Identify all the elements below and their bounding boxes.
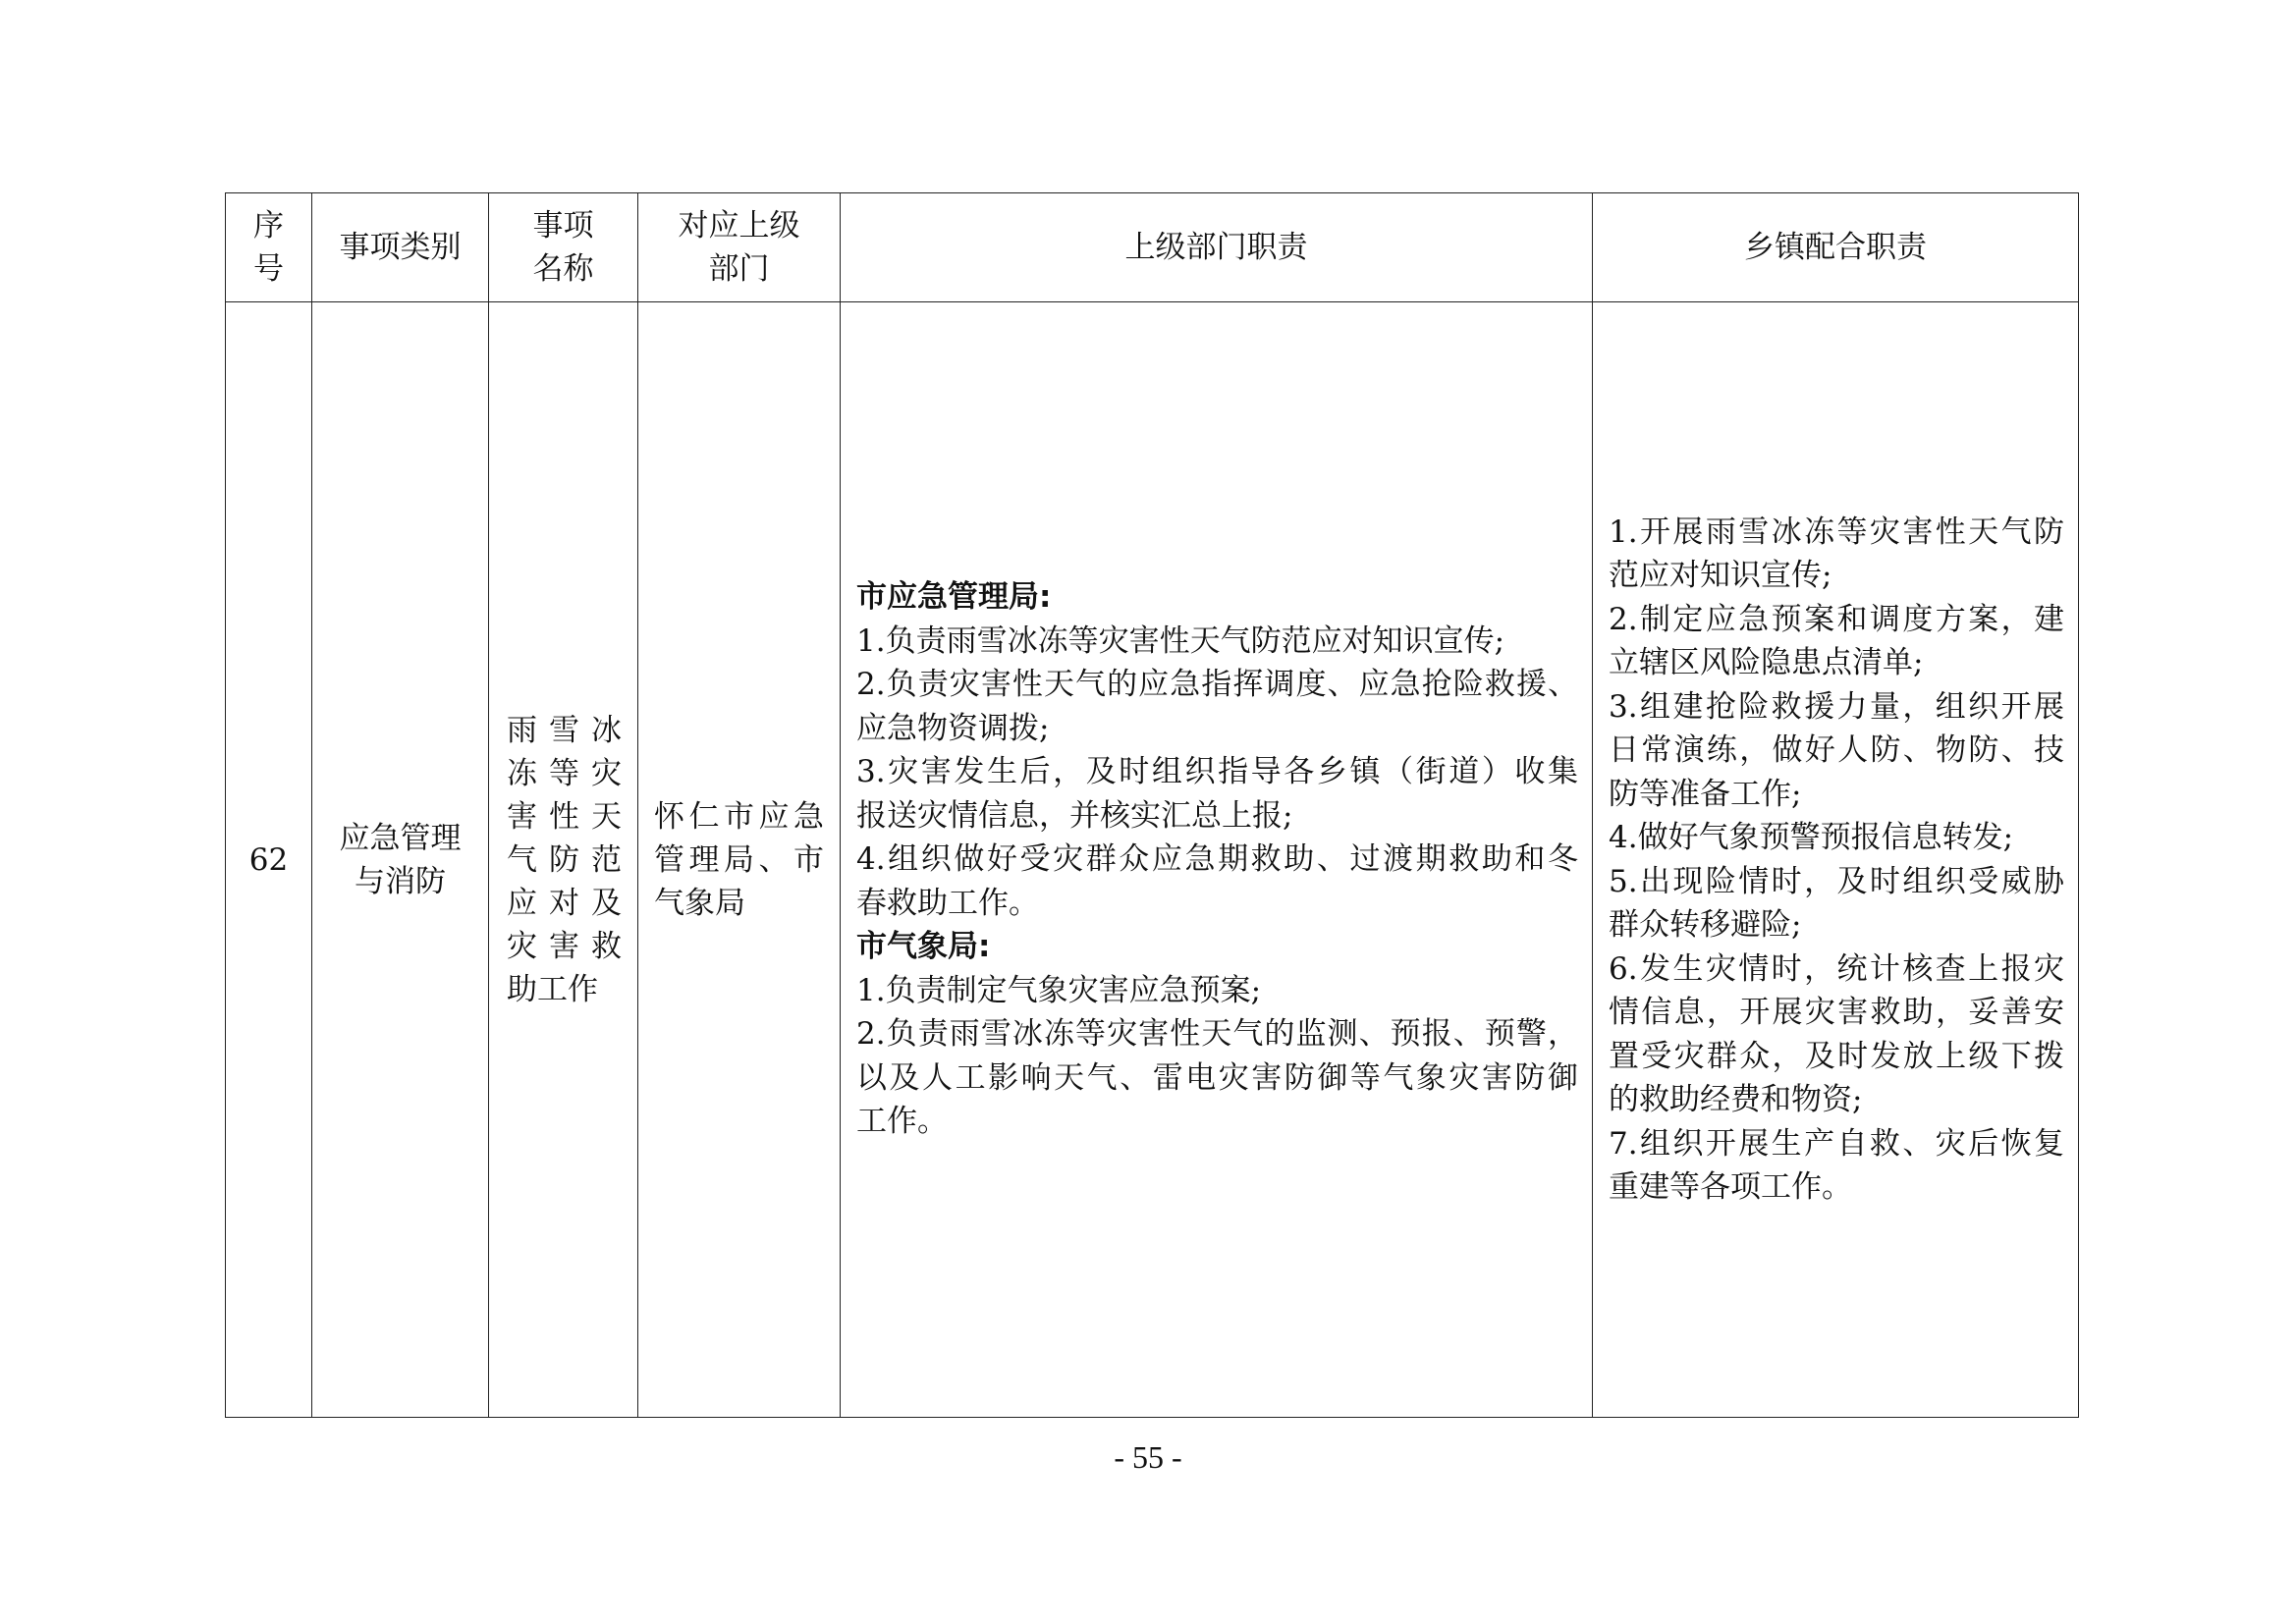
header-category: 事项类别 (312, 193, 489, 302)
category-line1: 应急管理 (339, 820, 462, 856)
org1-line: 3.灾害发生后，及时组织指导各乡镇（街道）收集 (856, 754, 1578, 790)
responsibility-table (225, 192, 2079, 1418)
org1-line: 应急物资调拨; (856, 710, 1050, 746)
org2-line: 2.负责雨雪冰冻等灾害性天气的监测、预报、预警， (856, 1016, 1578, 1053)
item-name-line: 灾害救 (507, 928, 622, 964)
cell-dept (638, 302, 841, 1418)
org2-line: 1.负责制定气象灾害应急预案; (856, 972, 1262, 1008)
dept-line: 气象局 (654, 885, 745, 921)
item-name-line: 雨雪冰 (507, 712, 622, 748)
org1-line: 1.负责雨雪冰冻等灾害性天气防范应对知识宣传; (856, 622, 1505, 659)
town-duty-line: 立辖区风险隐患点清单; (1609, 645, 1924, 680)
cell-seq (226, 302, 312, 1418)
town-duty-line: 1.开展雨雪冰冻等灾害性天气防 (1609, 514, 2064, 550)
header-seq-line1: 序 (253, 208, 284, 243)
town-duty-line: 日常演练，做好人防、物防、技 (1609, 732, 2064, 768)
org1-line: 报送灾情信息，并核实汇总上报; (856, 797, 1293, 834)
town-duty-line: 重建等各项工作。 (1609, 1169, 1852, 1205)
header-row (226, 193, 2079, 302)
table-row (226, 302, 2079, 1418)
cell-town-duty (1593, 302, 2079, 1418)
header-item-name-line2: 名称 (532, 251, 594, 287)
header-item-name-line1: 事项 (532, 208, 594, 243)
town-duty-line: 防等准备工作; (1609, 776, 1802, 812)
header-item-name (489, 193, 638, 302)
item-name-line: 助工作 (507, 971, 598, 1007)
header-dept-line2: 部门 (708, 251, 770, 287)
category-line2: 与消防 (355, 863, 446, 899)
header-seq-line2: 号 (253, 251, 284, 287)
header-town-duty: 乡镇配合职责 (1593, 193, 2079, 302)
town-duty-line: 的救助经费和物资; (1609, 1082, 1863, 1117)
org1-line: 春救助工作。 (856, 885, 1039, 921)
header-dept (638, 193, 841, 302)
cell-upper-duty (841, 302, 1593, 1418)
org2-line: 工作。 (856, 1104, 948, 1140)
cell-category (312, 302, 489, 1418)
town-duty-line: 情信息，开展灾害救助，妥善安 (1609, 995, 2064, 1030)
header-upper-duty: 上级部门职责 (841, 193, 1593, 302)
town-duty-line: 2.制定应急预案和调度方案，建 (1609, 601, 2064, 637)
cell-item-name (489, 302, 638, 1418)
seq-value: 62 (248, 841, 289, 878)
dept-line: 怀仁市应急 (654, 798, 824, 835)
town-duty-line: 置受灾群众，及时发放上级下拨 (1609, 1038, 2064, 1074)
header-seq (226, 193, 312, 302)
town-duty-line: 6.发生灾情时，统计核查上报灾 (1609, 950, 2064, 987)
town-duty-line: 群众转移避险; (1609, 907, 1802, 943)
town-duty-line: 5.出现险情时，及时组织受威胁 (1609, 863, 2064, 899)
item-name-line: 害性天 (507, 798, 622, 835)
town-duty-line: 3.组建抢险救援力量，组织开展 (1609, 688, 2064, 725)
org1-title: 市应急管理局: (856, 579, 1052, 616)
org1-line: 4.组织做好受灾群众应急期救助、过渡期救助和冬 (856, 841, 1578, 878)
town-duty-line: 4.做好气象预警预报信息转发; (1609, 820, 2014, 855)
dept-line: 管理局、市 (654, 841, 824, 878)
item-name-line: 气防范 (507, 841, 622, 878)
header-dept-line1: 对应上级 (678, 208, 800, 243)
org1-line: 2.负责灾害性天气的应急指挥调度、应急抢险救援、 (856, 667, 1578, 703)
town-duty-line: 7.组织开展生产自救、灾后恢复 (1609, 1125, 2064, 1162)
org2-title: 市气象局: (856, 929, 991, 965)
item-name-line: 应对及 (507, 885, 622, 921)
page-number: - 55 - (1114, 1439, 1182, 1475)
town-duty-line: 范应对知识宣传; (1609, 558, 1832, 593)
item-name-line: 冻等灾 (507, 755, 622, 791)
org2-line: 以及人工影响天气、雷电灾害防御等气象灾害防御 (856, 1059, 1578, 1096)
